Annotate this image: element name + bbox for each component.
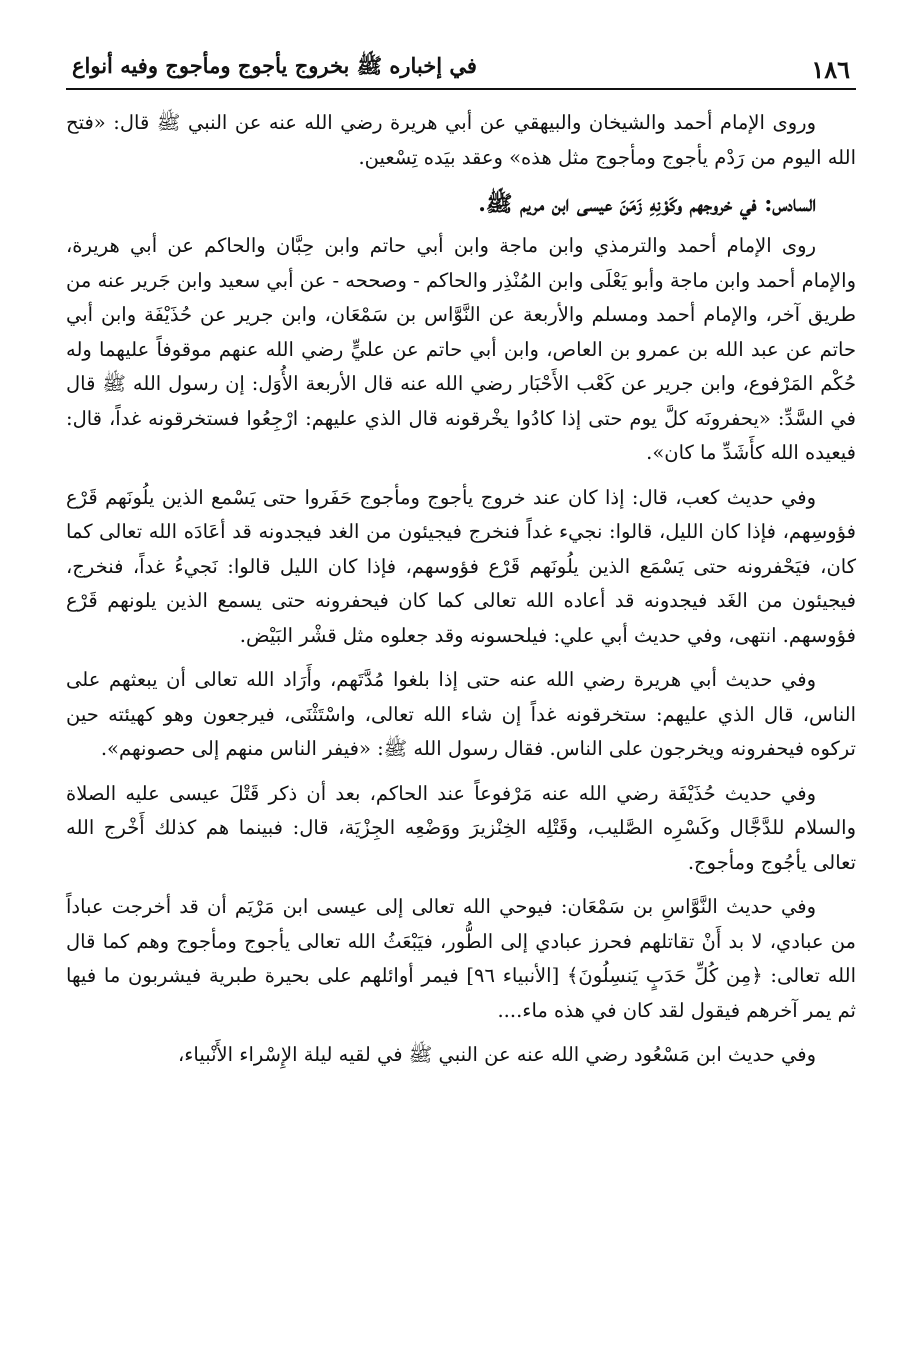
paragraph: وفي حديث ابن مَسْعُود رضي الله عنه عن النبي ﷺ في لقيه ليلة الإِسْراء الأَنْبياء، bbox=[177, 1043, 816, 1066]
page-number: ١٨٦ bbox=[811, 55, 850, 84]
running-title: في إخباره ﷺ بخروج يأجوج ومأجوج وفيه أنواع bbox=[72, 53, 477, 78]
section-heading: السادس: في خروجهم وكَوْنِهِ زَمَنَ عيسى ابن مريم ﷺ. bbox=[478, 191, 816, 217]
paragraph: وفي حديث كعب، قال: إذا كان عند خروج يأجوج ومأجوج حَفَروا حتى يَسْمع الذين يلُونَهم قَرْع فؤوسِهم، فإذا كان الليل، قالوا: نجيء غداً فنخرج فيجيئون من الغد فيجدونه قد أعَادَه الله تعالى كما كان، فيَحْفرونه حتى يَسْمَع الذين يلُونَهم قَرْع فؤوسهم، فإذا كان الليل قالوا: نَجيءُ غداً، فنخرج، فيجيئون من الغَد فيجدونه قد أعاده الله تعالى كما كان فيحفرونه حتى يسمع الذين يلونهم قَرْع فؤوسهم. انتهى، وفي حديث أبي علي: فيلحسونه وقد جعلوه مثل قشْر البَيْض. bbox=[66, 485, 856, 647]
paragraph: روى الإمام أحمد والترمذي وابن ماجة وابن أبي حاتم وابن حِبَّان والحاكم عن أبي هريرة، والإمام أحمد وابن ماجة وأبو يَعْلَى وابن المُنْذِر والحاكم - وصححه - عن أبي سعيد وابن جَرير عنه من طريق آخر، والإمام أحمد ومسلم والأربعة عن النَّوَّاس بن سَمْعَان، وابن جرير عن حُذَيْفَة وابن أبي حاتم عن عبد الله بن عمرو بن العاص، وابن أبي حاتم عن عليٍّ رضي الله عنهم موقوفاً عليهما وله حُكْم المَرْفوع، وابن جرير عن كَعْب الأَحْبَار رضي الله عنه قال الأربعة الأُوَل: إن رسول الله ﷺ قال في السَّدِّ: «يحفرونَه كلَّ يوم حتى إذا كادُوا يخْرقونه قال الذي عليهم: ارْجِعُوا فستخرقونه غداً، قال: فيعيده الله كأَشَدِّ ما كان». bbox=[66, 234, 856, 464]
page-body bbox=[66, 90, 856, 1073]
paragraph: وفي حديث حُذَيْفَة رضي الله عنه مَرْفوعاً عند الحاكم، بعد أن ذكر قَتْلَ عيسى عليه الصلاة والسلام للدَّجَّال وكَسْرِه الصَّليب، وقَتْلِه الخِنْزيرَ ووَضْعِه الجِزْيَة، قال: فبينما هم كذلك أَخْرج الله تعالى يأجُوج ومأجوج. bbox=[66, 781, 856, 874]
paragraph: وفي حديث أبي هريرة رضي الله عنه حتى إذا بلغوا مُدَّتَهم، وأَرَاد الله تعالى أن يبعثهم على الناس، قال الذي عليهم: ستخرقونه غداً إن شاء الله تعالى، واسْتَثْنَى، فيرجعون وهو كهيئته حين تركوه فيحفرونه ويخرجون على الناس. فقال رسول الله ﷺ: «فيفر الناس منهم إلى حصونهم». bbox=[66, 668, 856, 760]
paragraph: وروى الإمام أحمد والشيخان والبيهقي عن أبي هريرة رضي الله عنه عن النبي ﷺ قال: «فتح الله اليوم من رَدْم يأجوج ومأجوج مثل هذه» وعقد بيَده تِسْعين. bbox=[66, 111, 856, 169]
page-header bbox=[66, 40, 856, 90]
paragraph: وفي حديث النَّوَّاسِ بن سَمْعَان: فيوحي الله تعالى إلى عيسى ابن مَرْيَم أن قد أخرجت عباداً من عبادي، لا بد أَنْ تقاتلهم فحرز عبادي إلى الطُّور، فيَبْعَثُ الله تعالى يأجوج ومأجوج وهم كما قال الله تعالى: ﴿مِن كُلِّ حَدَبٍ يَنسِلُونَ﴾ [الأنبياء ٩٦] فيمر أوائلهم على بحيرة طبرية فيشربون ما فيها ثم يمر آخرهم فيقول لقد كان في هذه ماء.... bbox=[66, 895, 856, 1022]
book-page bbox=[66, 40, 856, 1350]
